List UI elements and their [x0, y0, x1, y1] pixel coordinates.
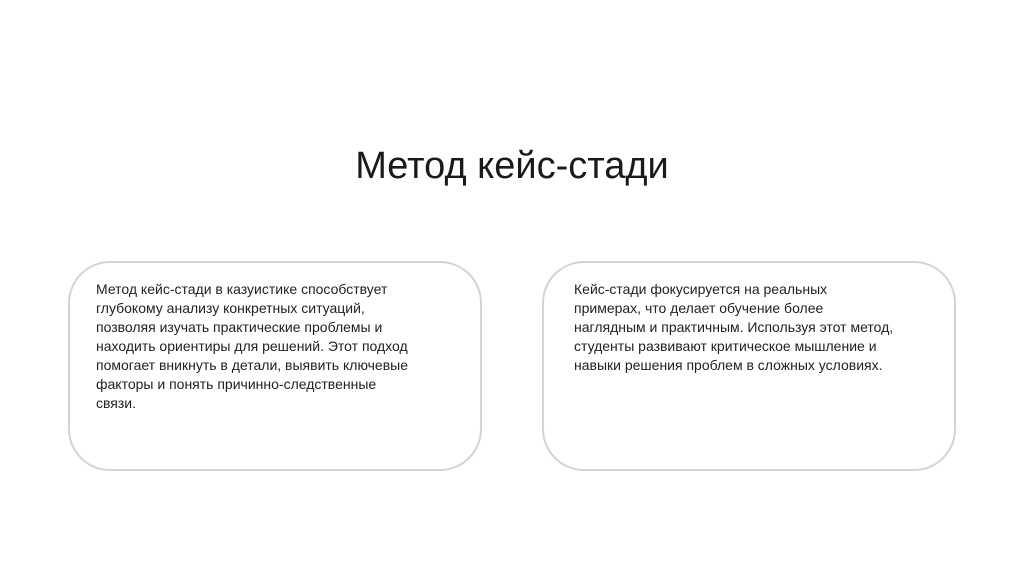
- card-text: Кейс-стади фокусируется на реальных примерах, что делает обучение более наглядным и практичным. Используя этот метод, студенты развивают критическое мышление и навыки решения проблем в сложных условиях.: [574, 281, 894, 373]
- text-card-left: [68, 261, 482, 471]
- slide-title: Метод кейс-стади: [355, 145, 669, 187]
- text-card-right: [542, 261, 956, 471]
- card-text: Метод кейс-стади в казуистике способствует глубокому анализу конкретных ситуаций, позволяя изучать практические проблемы и находить ориентиры для решений. Этот подход помогает вникнуть в детали, выявить ключевые факторы и понять причинно-следственные связи.: [96, 281, 408, 411]
